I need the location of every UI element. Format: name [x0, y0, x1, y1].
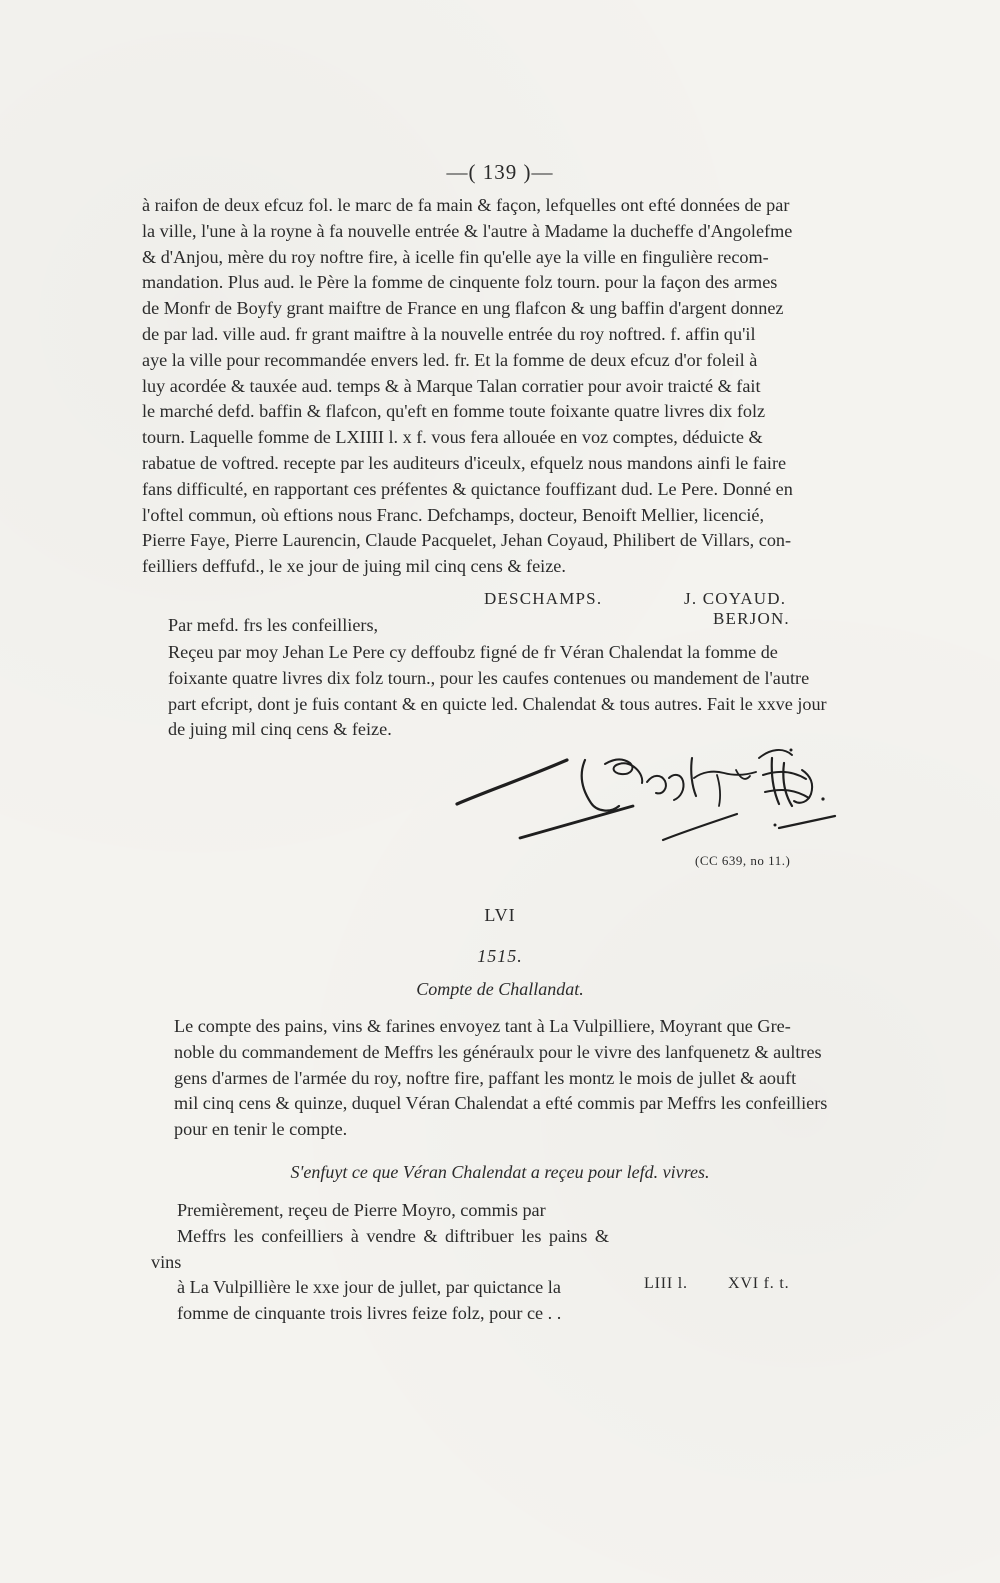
amount-livres: LIII l. [644, 1275, 688, 1292]
paragraph-2 [142, 640, 858, 743]
paragraph-1-line: feilliers deffufd., le xe jour de juing mil cinq cens & feize. [142, 556, 566, 577]
signature-berjon: BERJON. [713, 609, 790, 628]
paragraph-1 [142, 193, 858, 580]
signature-deschamps: DESCHAMPS. [484, 589, 603, 608]
paragraph-3-line: mil cinq cens & quinze, duquel Véran Chalendat a efté commis par Meffrs les confeilliers [174, 1093, 828, 1114]
amount-sous: XVI f. t. [728, 1275, 790, 1292]
page-number: —( 139 )— [446, 160, 554, 184]
archive-reference: (CC 639, no 11.) [695, 853, 791, 868]
paragraph-1-line: aye la ville pour recommandée envers led. fr. Et la fomme de deux efcuz d'or foleil à [142, 349, 758, 370]
paragraph-4-line: à La Vulpillière le xxe jour de jullet, par quictance la [177, 1277, 561, 1298]
paragraph-4-line: Premièrement, reçeu de Pierre Moyro, commis par [177, 1200, 546, 1220]
section-subtitle: Compte de Challandat. [416, 979, 584, 999]
section-title: LVI [484, 905, 516, 925]
paragraph-1-line: de Monfr de Boyfy grant maiftre de France en ung flafcon & ung baffin d'argent donnez [142, 298, 784, 319]
paragraph-1-line: mandation. Plus aud. le Père la fomme de cinquente folz tourn. pour la façon des armes [142, 272, 778, 293]
paragraph-3-line: pour en tenir le compte. [174, 1119, 348, 1140]
par-mesd-line: Par mefd. frs les confeilliers, [168, 615, 379, 635]
paragraph-1-line: tourn. Laquelle fomme de LXIIII l. x f. vous fera allouée en voz comptes, déduicte & [142, 427, 763, 448]
paragraph-1-line: de par lad. ville aud. fr grant maiftre à la nouvelle entrée du roy noftred. f. affin qu'il [142, 323, 756, 344]
paragraph-2-line: part efcript, dont je fuis contant & en quicte led. Chalendat & tous autres. Fait le xxve jour [168, 693, 827, 714]
paragraph-1-line: l'oftel commun, où eftions nous Franc. Defchamps, docteur, Benoift Mellier, licencié, [142, 504, 765, 525]
paragraph-1-line: Pierre Faye, Pierre Laurencin, Claude Pacquelet, Jehan Coyaud, Philibert de Villars, con- [142, 530, 792, 551]
paragraph-4-line: fomme de cinquante trois livres feize folz, pour ce . . [177, 1303, 562, 1324]
handwritten-signature [445, 740, 855, 860]
paragraph-3-line: Le compte des pains, vins & farines envoyez tant à La Vulpilliere, Moyrant que Gre- [174, 1016, 791, 1036]
paragraph-2-line: de juing mil cinq cens & feize. [168, 719, 392, 740]
paragraph-1-line: & d'Anjou, mère du roy noftre fire, à icelle fin qu'elle aye la ville en fingulière recom- [142, 246, 769, 267]
paragraph-2-line: Reçeu par moy Jehan Le Pere cy deffoubz figné de fr Véran Chalendat la fomme de [168, 642, 778, 662]
paragraph-3 [150, 1014, 862, 1143]
paragraph-4-line: Meffrs les confeilliers à vendre & diftribuer les pains & vins [151, 1225, 609, 1272]
paragraph-1-line: rabatue de voftred. recepte par les auditeurs d'iceulx, efquelz nous mandons ainfi le faire [142, 452, 787, 473]
paragraph-1-line: le marché defd. baffin & flafcon, qu'eft en fomme toute foixante quatre livres dix folz [142, 401, 766, 422]
signature-coyaud: J. COYAUD. [684, 589, 787, 608]
paragraph-1-line: la ville, l'une à la royne à fa nouvelle entrée & l'autre à Madame la ducheffe d'Angolefme [142, 220, 793, 241]
receipt-heading: S'enfuyt ce que Véran Chalendat a reçeu pour lefd. vivres. [290, 1162, 710, 1182]
paragraph-3-line: noble du commandement de Meffrs les généraulx pour le vivre des lanfquenetz & aultres [174, 1041, 822, 1062]
section-year: 1515. [477, 946, 523, 966]
paragraph-4 [151, 1198, 609, 1327]
paragraph-3-line: gens d'armes de l'armée du roy, noftre fire, paffant les montz le mois de jullet & aouft [174, 1067, 797, 1088]
paragraph-2-line: foixante quatre livres dix folz tourn., pour les caufes contenues ou mandement de l'autre [168, 667, 810, 688]
paragraph-1-line: luy acordée & tauxée aud. temps & à Marque Talan corratier pour avoir traicté & fait [142, 375, 761, 396]
paragraph-1-line: fans difficulté, en rapportant ces préfentes & quictance fouffizant dud. Le Pere. Donné en [142, 478, 793, 499]
paragraph-1-line: à raifon de deux efcuz fol. le marc de fa main & façon, lefquelles ont efté données de par [142, 195, 790, 215]
